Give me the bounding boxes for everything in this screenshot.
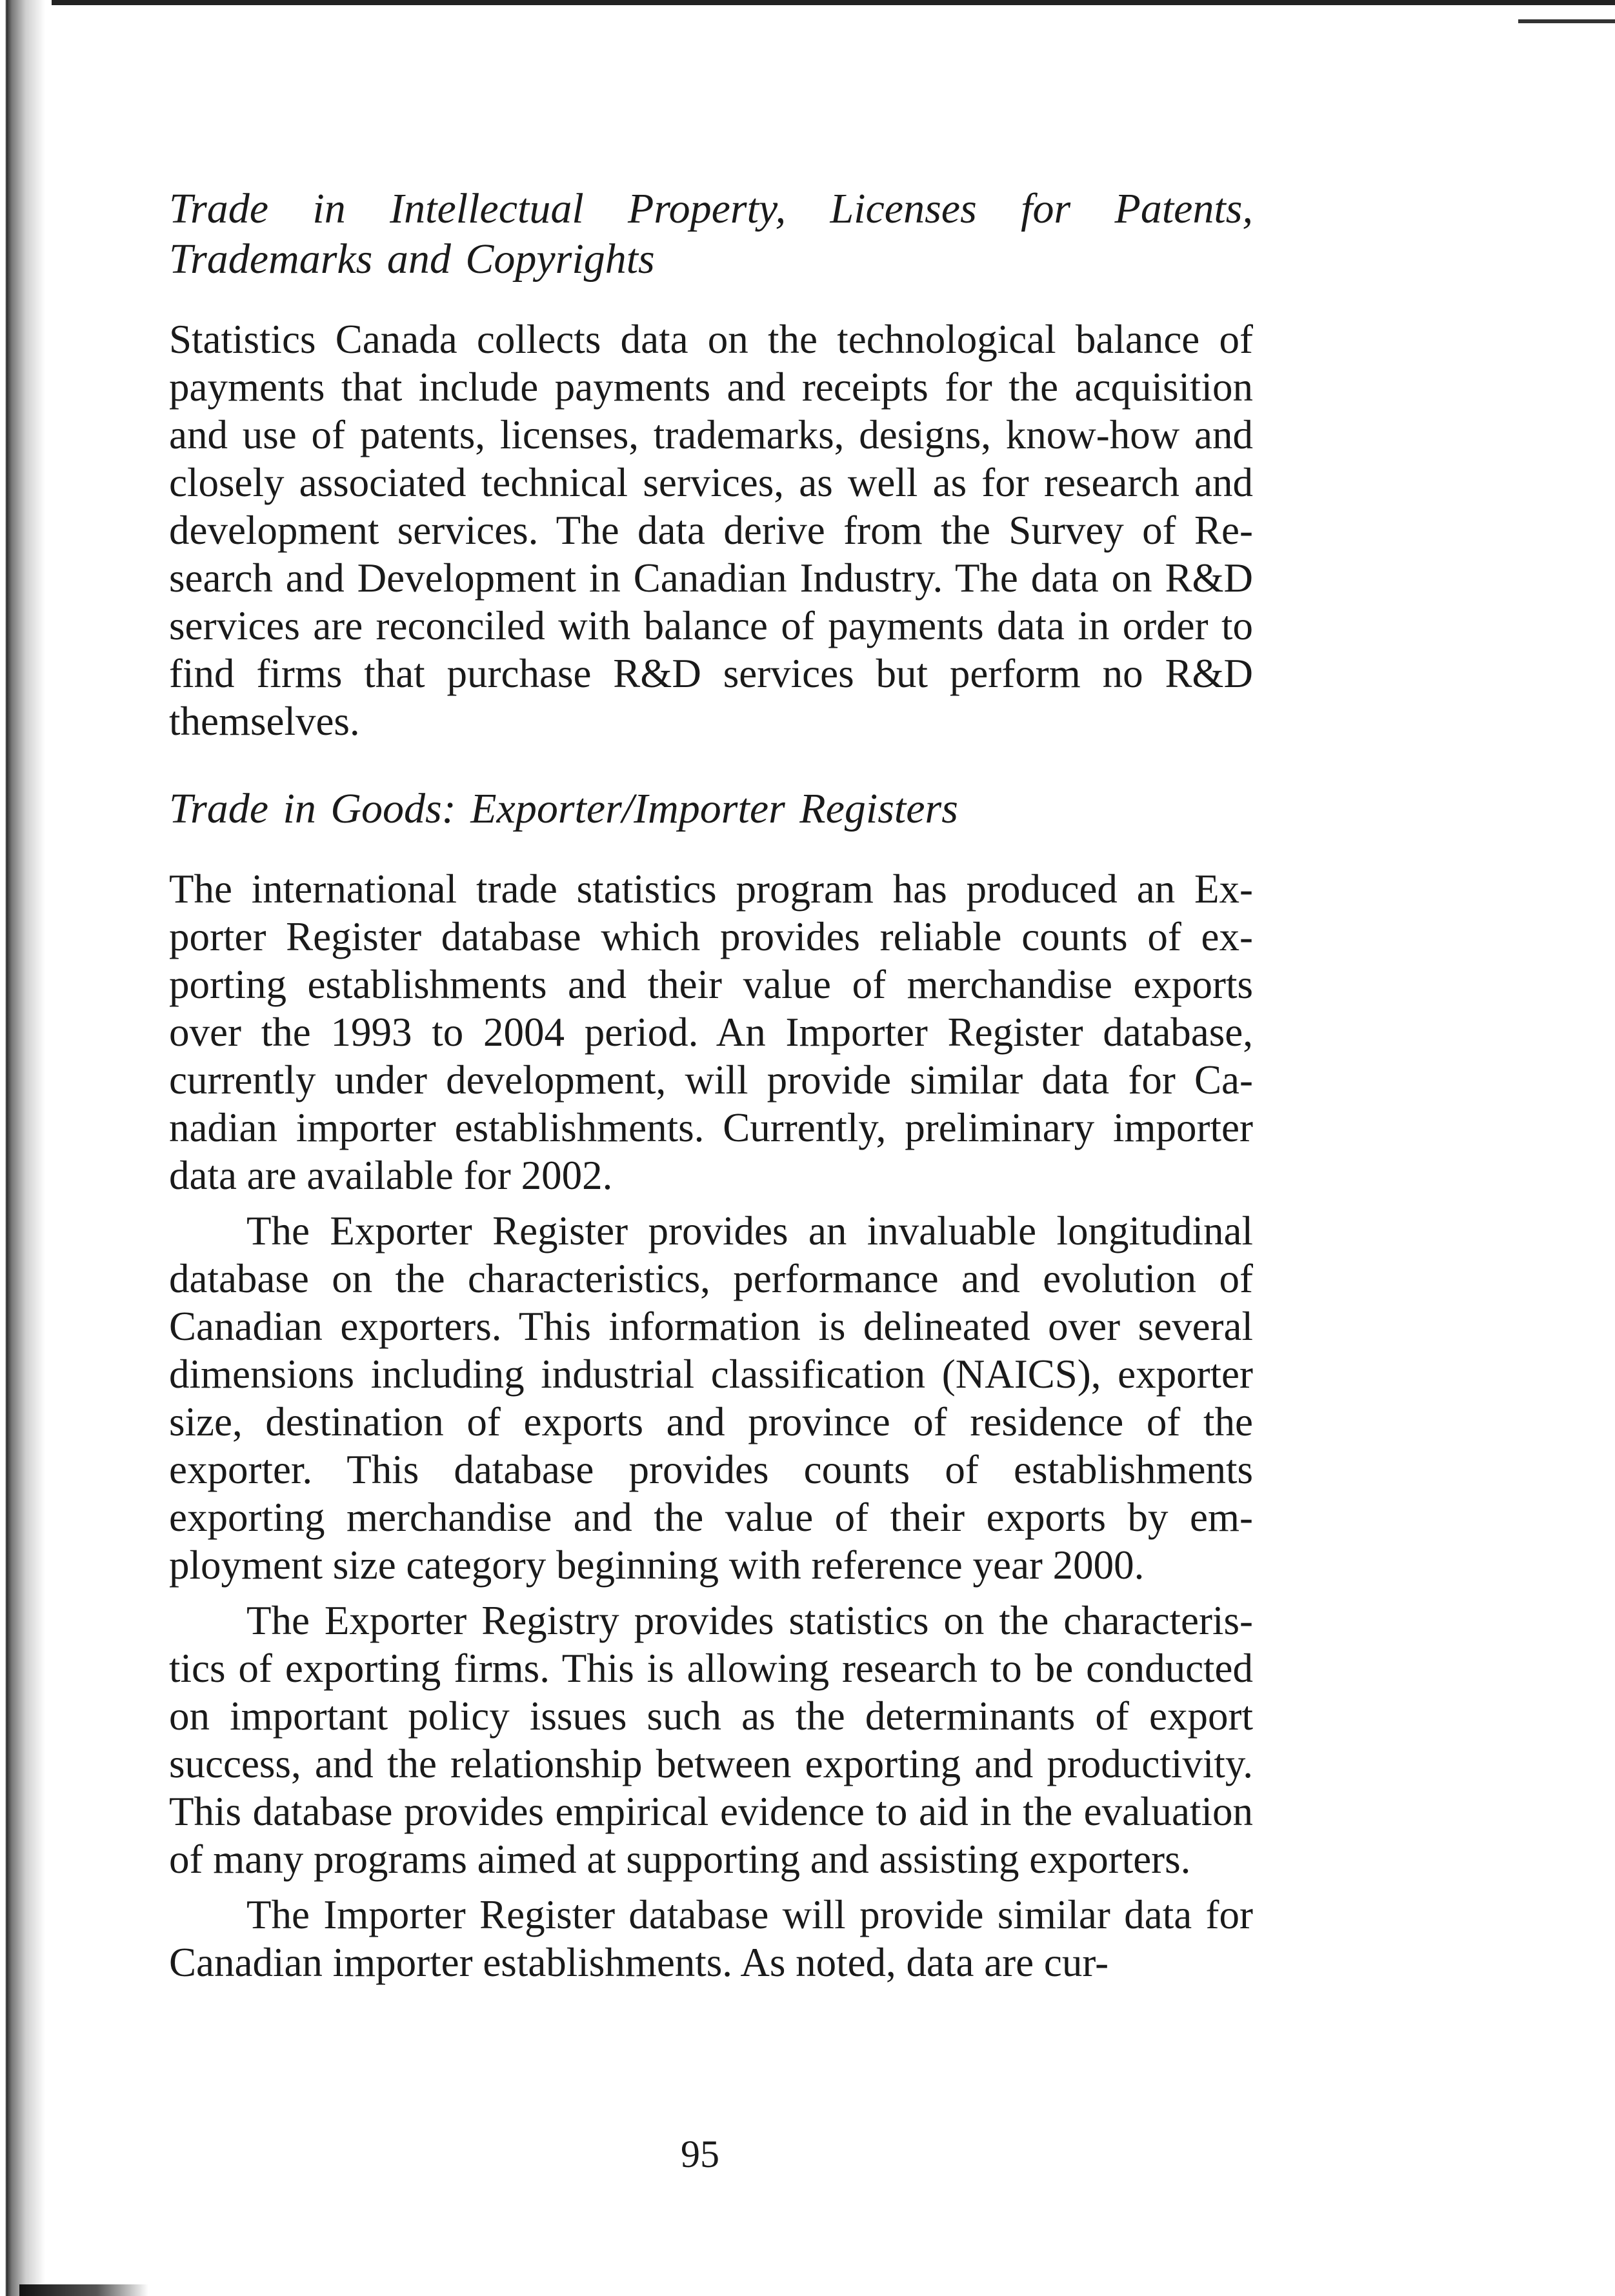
section-heading-trade-in-goods: Trade in Goods: Exporter/Importer Registers (169, 785, 958, 832)
scan-top-edge (0, 0, 1615, 5)
paragraph-importer-register: The Importer Register database will provide similar data for Canadian importer establishments. As noted, data are cur- (169, 1892, 1253, 1985)
paragraph-exporter-register: The Exporter Register provides an invaluable longitudinal database on the characteristics, performance and evolution of Canadian exporters. This information is delineated over several dimensions including industrial classification (NAICS), exporter size, destination of exports and province of residence of the exporter. This database provides counts of establishments exporting merchandise and the value of their exports by employment size category beginning with reference year 2000. (169, 1208, 1253, 1588)
section-heading-intellectual-property: Trade in Intellectual Property, Licenses for Patents, Trademarks and Copyrights (169, 185, 1253, 283)
page-number: 95 (681, 2133, 719, 2175)
paragraph-trade-statistics-program: The international trade statistics program has produced an Exporter Register database which provides reliable counts of exporting establishments and their value of merchandise exports over the 1993 to 2004 period. An Importer Register database, currently under development, will provide similar data for Canadian importer establishments. Currently, preliminary importer data are available for 2002. (169, 866, 1253, 1198)
paragraph-exporter-registry: The Exporter Registry provides statistics on the characteristics of exporting firms. This is allowing research to be conducted on important policy issues such as the determinants of export success, and the relationship between exporting and productivity. This database provides empirical evidence to aid in the evaluation of many programs aimed at supporting and assisting exporters. (169, 1598, 1253, 1882)
paragraph-technological-balance: Statistics Canada collects data on the technological balance of payments that include payments and receipts for the acquisition and use of patents, licenses, trademarks, designs, know-how and closely associated technical services, as well as for research and development services. The data derive from the Survey of Research and Development in Canadian Industry. The data on R&D services are reconciled with balance of payments data in order to find firms that purchase R&D services but perform no R&D themselves. (169, 317, 1253, 744)
scan-corner-mark (1518, 19, 1615, 23)
page-body (169, 184, 1253, 1986)
scan-bottom-mark (19, 2284, 148, 2296)
scan-binding-edge (0, 0, 52, 2296)
